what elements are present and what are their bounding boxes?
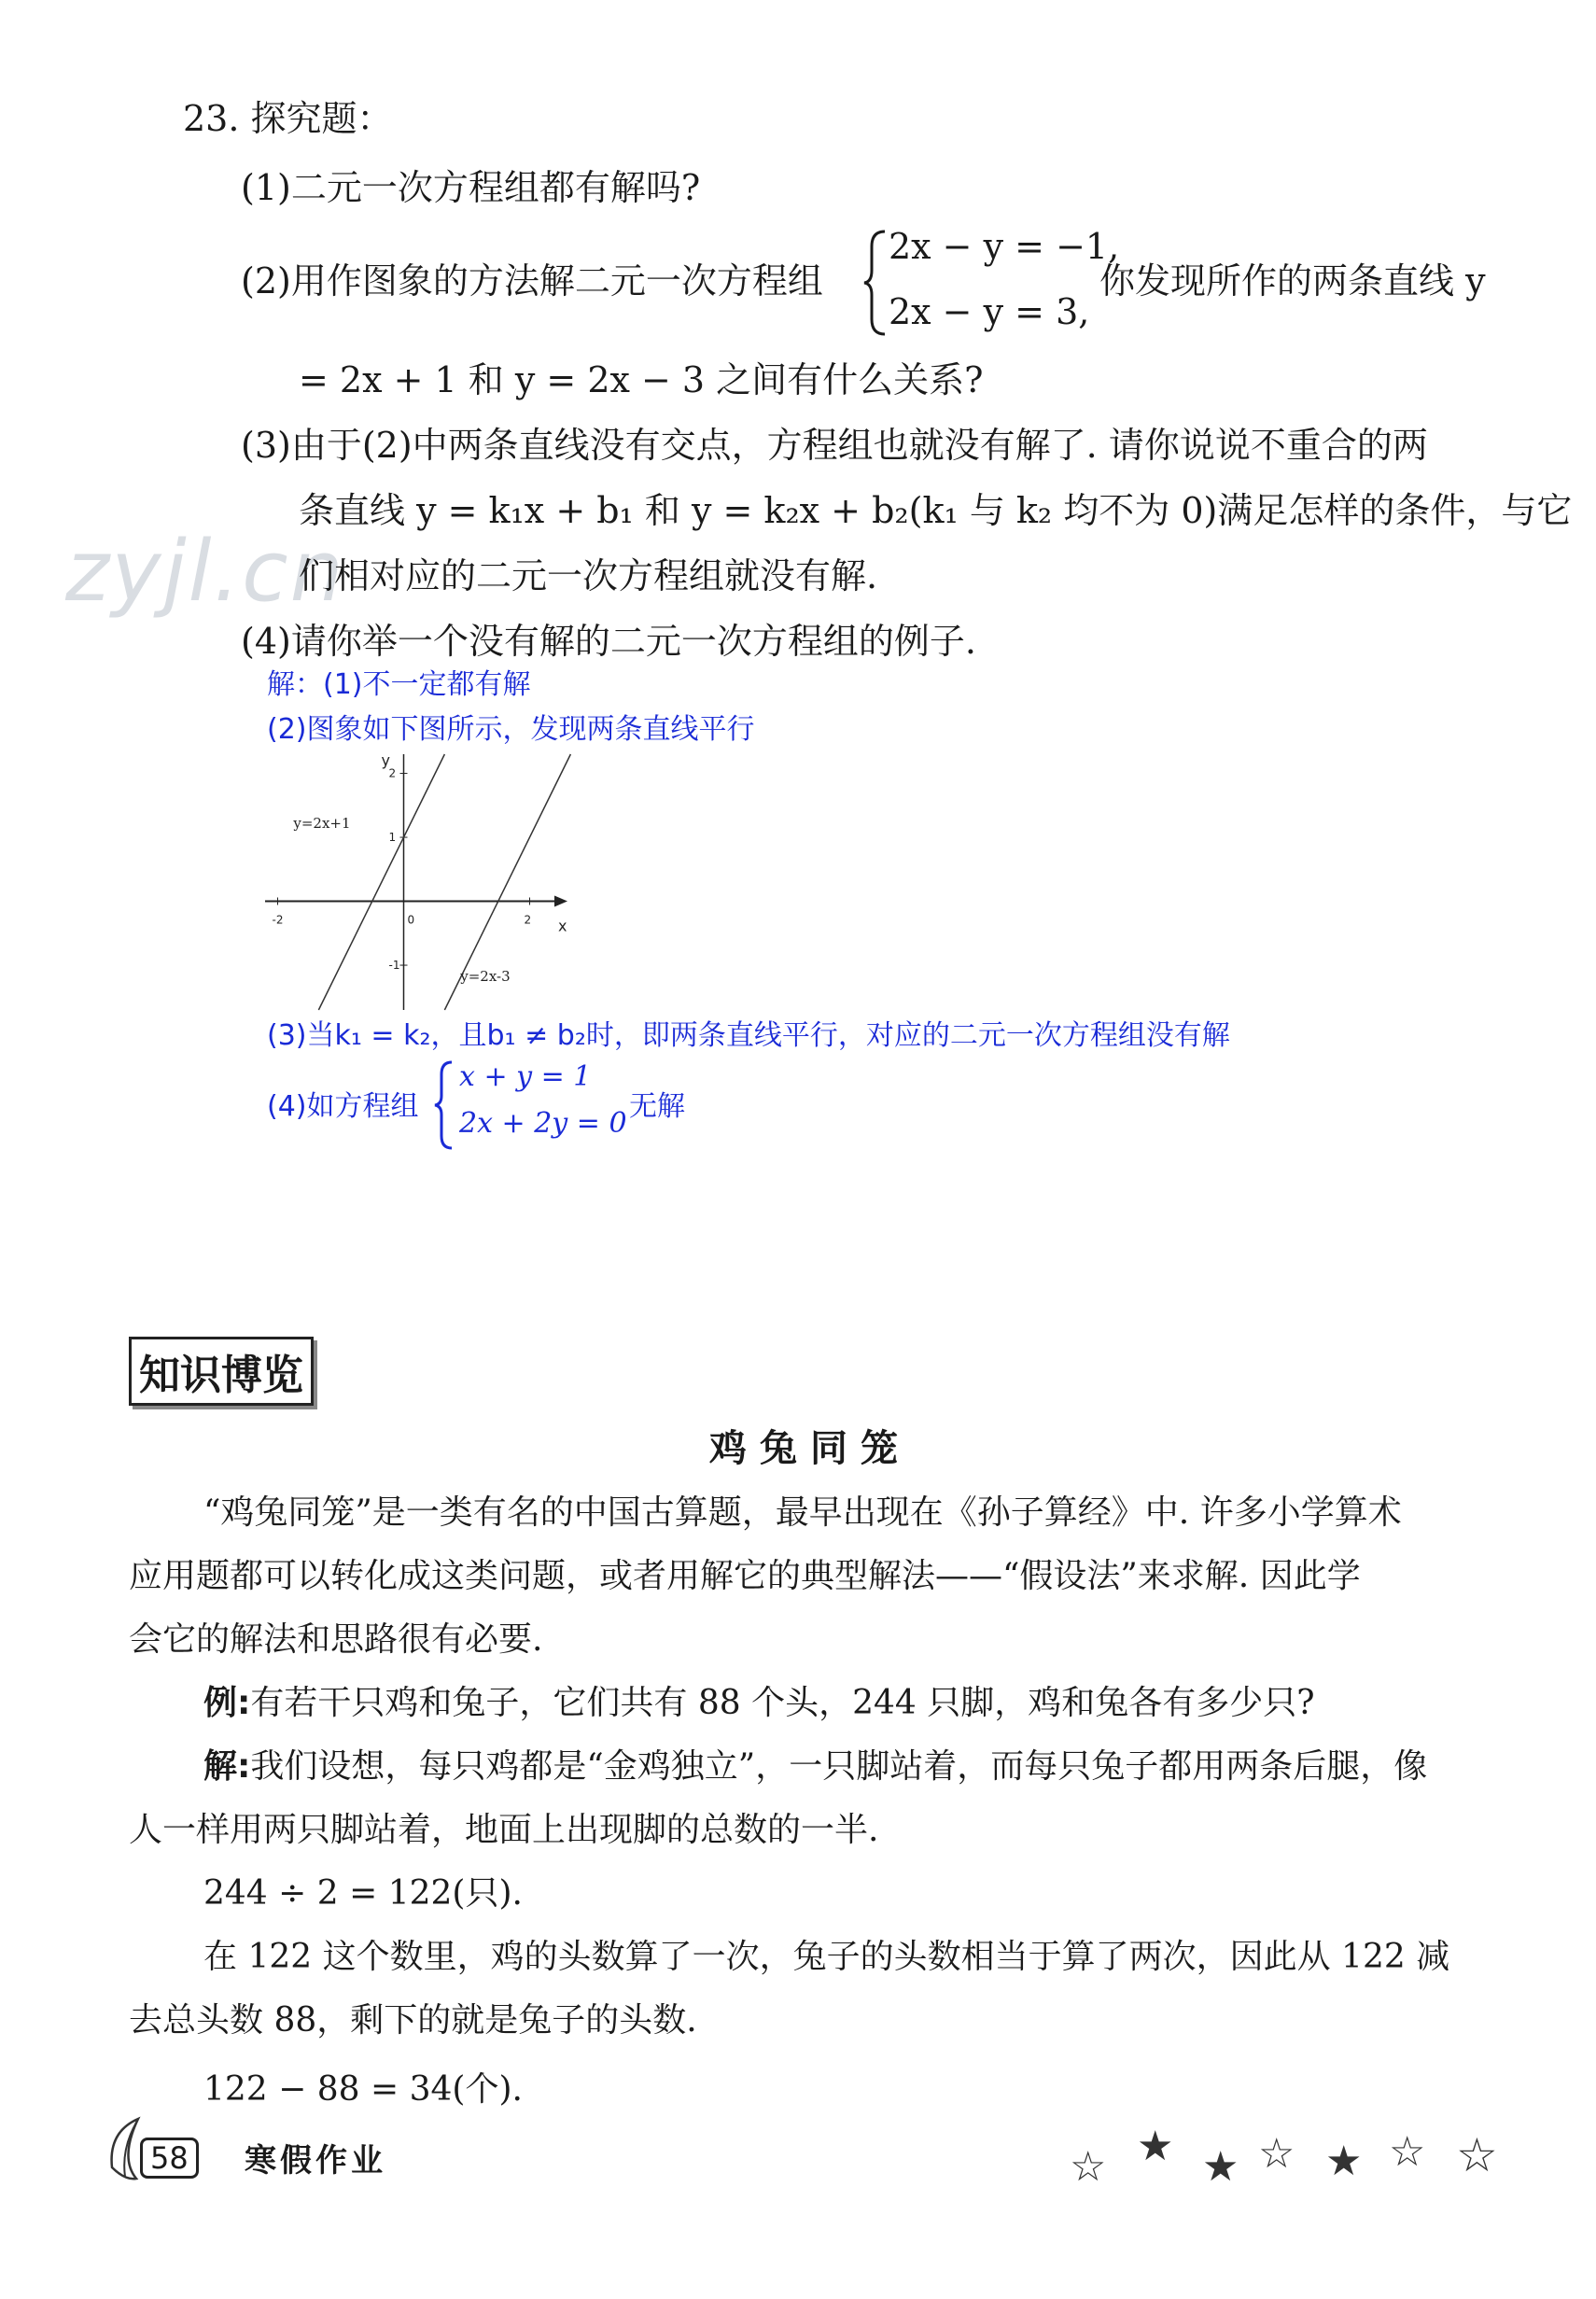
series-label-1: y=2x+1 [293, 814, 351, 832]
article-title: 鸡兔同笼 [709, 1427, 911, 1470]
question-part-2-suffix: 你发现所作的两条直线 y [1099, 260, 1486, 301]
paragraph-1-line-1: “鸡兔同笼”是一类有名的中国古算题，最早出现在《孙子算经》中. 许多小学算术 [203, 1493, 1402, 1532]
star-icon: ☆ [1258, 2130, 1295, 2178]
question-part-3-line-1: (3)由于(2)中两条直线没有交点，方程组也就没有解了. 请你说说不重合的两 [241, 425, 1428, 466]
y-axis-label: y [381, 751, 390, 769]
answer-4-suffix: 无解 [629, 1090, 685, 1123]
x-tick-label: -2 [272, 913, 284, 927]
question-part-3-line-2: 条直线 y = k₁x + b₁ 和 y = k₂x + b₂(k₁ 与 k₂ 均不为 0)满足怎样的条件，与它 [299, 490, 1573, 531]
star-icon: ★ [1202, 2143, 1239, 2191]
star-icon: ★ [1137, 2123, 1174, 2170]
star-icon: ★ [1325, 2138, 1363, 2185]
series-label-2: y=2x-3 [460, 968, 511, 986]
paragraph-1-line-2: 应用题都可以转化成这类问题，或者用解它的典型解法——“假设法”来求解. 因此学 [129, 1557, 1361, 1595]
solution-label: 解: [203, 1747, 251, 1786]
star-icon: ☆ [1070, 2143, 1107, 2191]
star-icon: ☆ [1389, 2128, 1426, 2176]
example-text: 有若干只鸡和兔子，它们共有 88 个头，244 只脚，鸡和兔各有多少只? [250, 1684, 1315, 1722]
example-line [203, 1676, 1315, 1724]
answer-4-equation-2: 2x + 2y = 0 [459, 1107, 627, 1140]
answer-3: (3)当k₁ = k₂，且b₁ ≠ b₂时，即两条直线平行，对应的二元一次方程组没有解 [267, 1019, 1230, 1052]
paragraph-3-line-2: 去总头数 88，剩下的就是兔子的头数. [129, 2001, 697, 2040]
question-part-2-prefix: (2)用作图象的方法解二元一次方程组 [241, 260, 823, 301]
x-tick-label: 0 [407, 913, 415, 927]
question-part-1: (1)二元一次方程组都有解吗? [241, 167, 701, 208]
system-equation-2: 2x − y = 3, [889, 291, 1090, 332]
watermark: zyjl.cn [65, 523, 345, 621]
solution-line-2: 人一样用两只脚站着，地面上出现脚的总数的一半. [129, 1811, 879, 1849]
x-tick-label: 2 [524, 913, 532, 927]
calculation-2: 122 − 88 = 34(个). [203, 2070, 523, 2109]
answer-1: 解：(1)不一定都有解 [267, 668, 531, 701]
question-part-2-line-2: = 2x + 1 和 y = 2x − 3 之间有什么关系? [299, 359, 984, 400]
x-axis-label: x [558, 917, 567, 935]
calculation-1: 244 ÷ 2 = 122(只). [203, 1874, 523, 1913]
example-label: 例: [203, 1684, 251, 1722]
answer-4-equation-1: x + y = 1 [459, 1060, 592, 1093]
x-axis-arrow [554, 896, 567, 907]
paragraph-3-line-1: 在 122 这个数里，鸡的头数算了一次，兔子的头数相当于算了两次，因此从 122 减 [203, 1938, 1450, 1976]
y-tick-label: 2 [388, 766, 397, 780]
answer-brace-icon [433, 1060, 455, 1150]
solution-line-1 [203, 1740, 1427, 1787]
answer-graph [254, 747, 581, 1017]
section-label: 知识博览 [129, 1337, 314, 1406]
question-part-3-line-3: 们相对应的二元一次方程组就没有解. [299, 555, 878, 596]
series-line-1 [318, 754, 444, 1010]
question-number-title: 23. 探究题： [183, 98, 393, 139]
solution-text-1: 我们设想，每只鸡都是“金鸡独立”，一只脚站着，而每只兔子都用两条后腿，像 [250, 1747, 1428, 1786]
question-part-4: (4)请你举一个没有解的二元一次方程组的例子. [241, 621, 976, 662]
book-title: 寒假作业 [245, 2142, 386, 2180]
answer-2: (2)图象如下图所示，发现两条直线平行 [267, 713, 755, 746]
page-number: 58 [140, 2138, 199, 2179]
paragraph-1-line-3: 会它的解法和思路很有必要. [129, 1620, 543, 1659]
answer-4-prefix: (4)如方程组 [267, 1090, 419, 1123]
star-icon: ☆ [1456, 2128, 1498, 2182]
system-equation-1: 2x − y = −1, [889, 226, 1120, 267]
equation-brace-icon [862, 230, 889, 336]
y-tick-label: 1 [388, 831, 397, 845]
y-tick-label: -1 [388, 959, 400, 973]
